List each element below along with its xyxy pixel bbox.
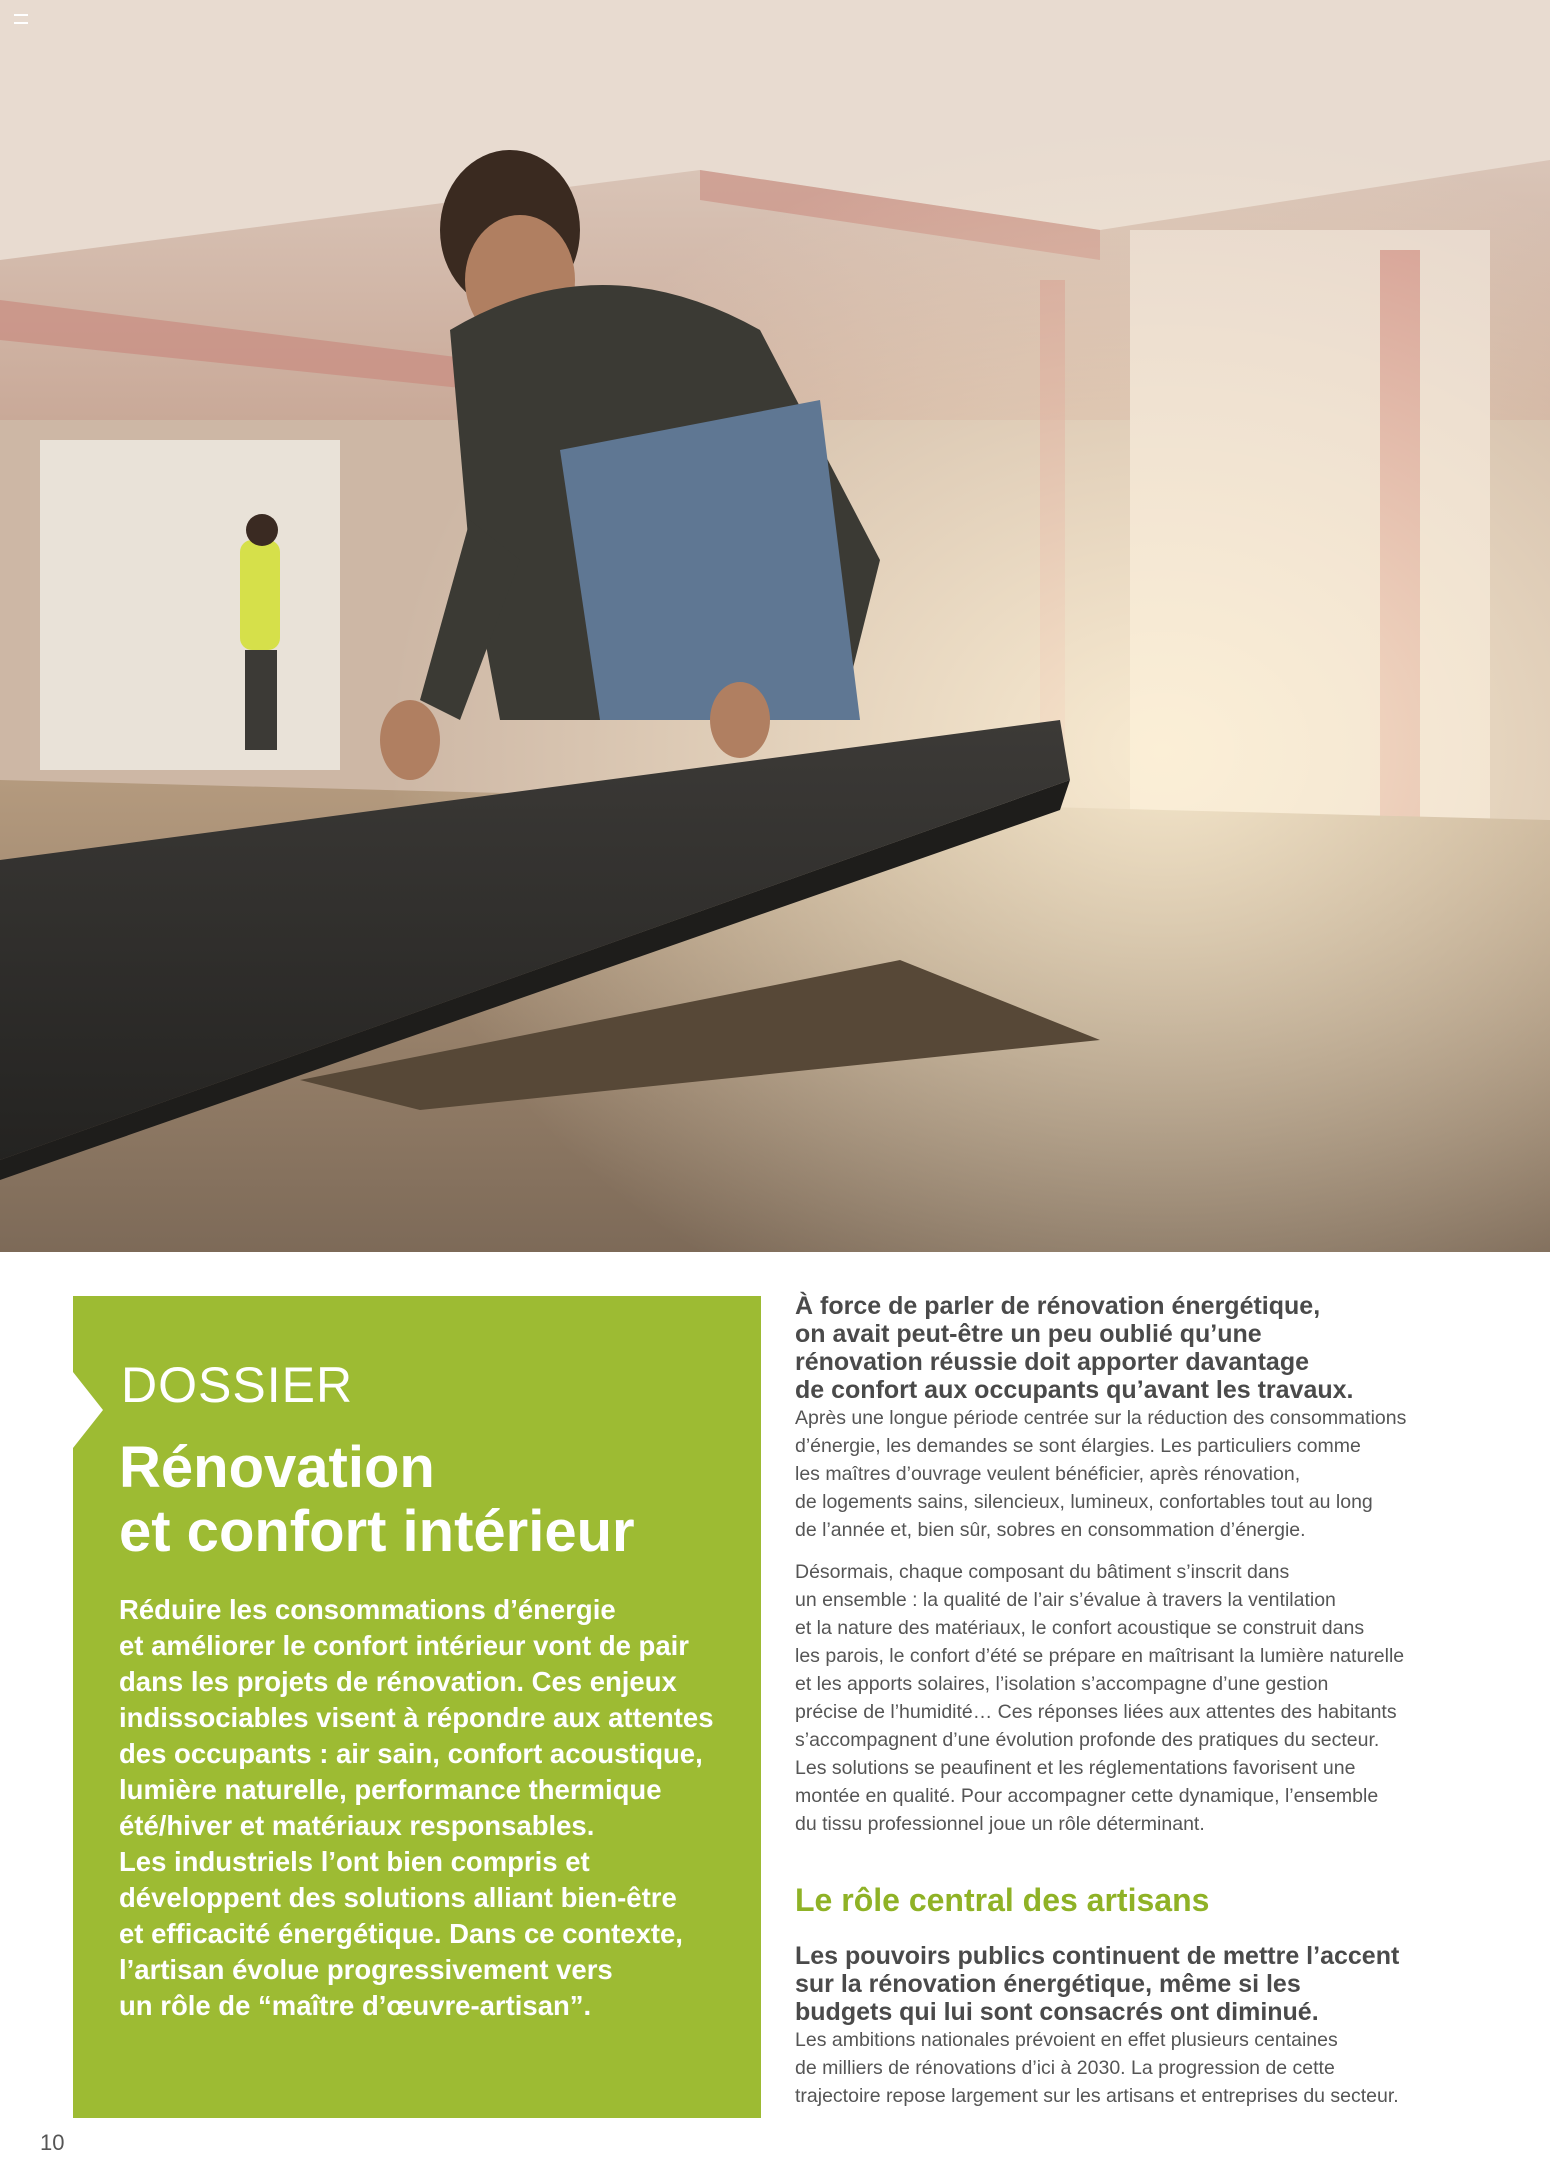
article-column bbox=[795, 1292, 1495, 2110]
title-line: et confort intérieur bbox=[119, 1499, 635, 1564]
body-line: trajectoire repose largement sur les artisans et entreprises du secteur. bbox=[795, 2085, 1399, 2107]
body-line: et les apports solaires, l’isolation s’accompagne d’une gestion bbox=[795, 1673, 1329, 1695]
body-line: Les ambitions nationales prévoient en effet plusieurs centaines bbox=[795, 2029, 1338, 2051]
body-line: d’énergie, les demandes se sont élargies. Les particuliers comme bbox=[795, 1435, 1361, 1457]
intro-line: des occupants : air sain, confort acoustique, bbox=[119, 1738, 703, 1769]
article-lead bbox=[795, 1292, 1495, 1404]
intro-line: l’artisan évolue progressivement vers bbox=[119, 1954, 613, 1985]
lead-line: Les pouvoirs publics continuent de mettre l’accent bbox=[795, 1942, 1400, 1970]
lead-line: de confort aux occupants qu’avant les travaux. bbox=[795, 1376, 1354, 1404]
body-line: Désormais, chaque composant du bâtiment s’inscrit dans bbox=[795, 1561, 1290, 1583]
intro-line: un rôle de “maître d’œuvre-artisan”. bbox=[119, 1990, 592, 2021]
lead-line: on avait peut-être un peu oublié qu’une bbox=[795, 1320, 1262, 1348]
body-line: de l’année et, bien sûr, sobres en consommation d’énergie. bbox=[795, 1519, 1306, 1541]
body-line: Les solutions se peaufinent et les réglementations favorisent une bbox=[795, 1757, 1356, 1779]
intro-line: dans les projets de rénovation. Ces enjeux bbox=[119, 1666, 677, 1697]
intro-line: lumière naturelle, performance thermique bbox=[119, 1774, 662, 1805]
intro-line: Réduire les consommations d’énergie bbox=[119, 1594, 616, 1625]
body-line: précise de l’humidité… Ces réponses liées aux attentes des habitants bbox=[795, 1701, 1397, 1723]
dossier-panel bbox=[73, 1296, 761, 2118]
body-line: un ensemble : la qualité de l’air s’évalue à travers la ventilation bbox=[795, 1589, 1336, 1611]
section-subheading: Le rôle central des artisans bbox=[795, 1882, 1210, 1918]
page-number: 10 bbox=[40, 2130, 65, 2155]
article-paragraph-2 bbox=[795, 1558, 1495, 1838]
arrow-notch-icon bbox=[73, 1372, 103, 1448]
intro-line: et efficacité énergétique. Dans ce contexte, bbox=[119, 1918, 683, 1949]
lead-line: budgets qui lui sont consacrés ont diminué. bbox=[795, 1998, 1319, 2026]
body-line: de logements sains, silencieux, lumineux, confortables tout au long bbox=[795, 1491, 1373, 1513]
title-line: Rénovation bbox=[119, 1435, 435, 1500]
article-paragraph-3 bbox=[795, 2026, 1495, 2110]
intro-line: et améliorer le confort intérieur vont de pair bbox=[119, 1630, 689, 1661]
menu-icon bbox=[14, 14, 28, 24]
intro-line: développent des solutions alliant bien-être bbox=[119, 1882, 677, 1913]
body-line: les maîtres d’ouvrage veulent bénéficier, après rénovation, bbox=[795, 1463, 1301, 1485]
body-line: les parois, le confort d’été se prépare en maîtrisant la lumière naturelle bbox=[795, 1645, 1405, 1667]
article-paragraph-1 bbox=[795, 1404, 1495, 1544]
intro-line: Les industriels l’ont bien compris et bbox=[119, 1846, 590, 1877]
intro-line: été/hiver et matériaux responsables. bbox=[119, 1810, 595, 1841]
lead-line: À force de parler de rénovation énergétique, bbox=[795, 1292, 1321, 1320]
dossier-kicker: DOSSIER bbox=[121, 1357, 354, 1413]
body-line: et la nature des matériaux, le confort acoustique se construit dans bbox=[795, 1617, 1365, 1639]
dossier-title bbox=[119, 1436, 739, 1564]
dossier-intro bbox=[119, 1592, 739, 2024]
body-line: du tissu professionnel joue un rôle déterminant. bbox=[795, 1813, 1205, 1835]
lead-line: rénovation réussie doit apporter davantage bbox=[795, 1348, 1310, 1376]
body-line: s’accompagnent d’une évolution profonde des pratiques du secteur. bbox=[795, 1729, 1380, 1751]
article-lead-2 bbox=[795, 1942, 1495, 2026]
body-line: Après une longue période centrée sur la réduction des consommations bbox=[795, 1407, 1407, 1429]
body-line: montée en qualité. Pour accompagner cette dynamique, l’ensemble bbox=[795, 1785, 1379, 1807]
body-line: de milliers de rénovations d’ici à 2030. La progression de cette bbox=[795, 2057, 1335, 2079]
intro-line: indissociables visent à répondre aux attentes bbox=[119, 1702, 714, 1733]
lead-line: sur la rénovation énergétique, même si les bbox=[795, 1970, 1301, 1998]
